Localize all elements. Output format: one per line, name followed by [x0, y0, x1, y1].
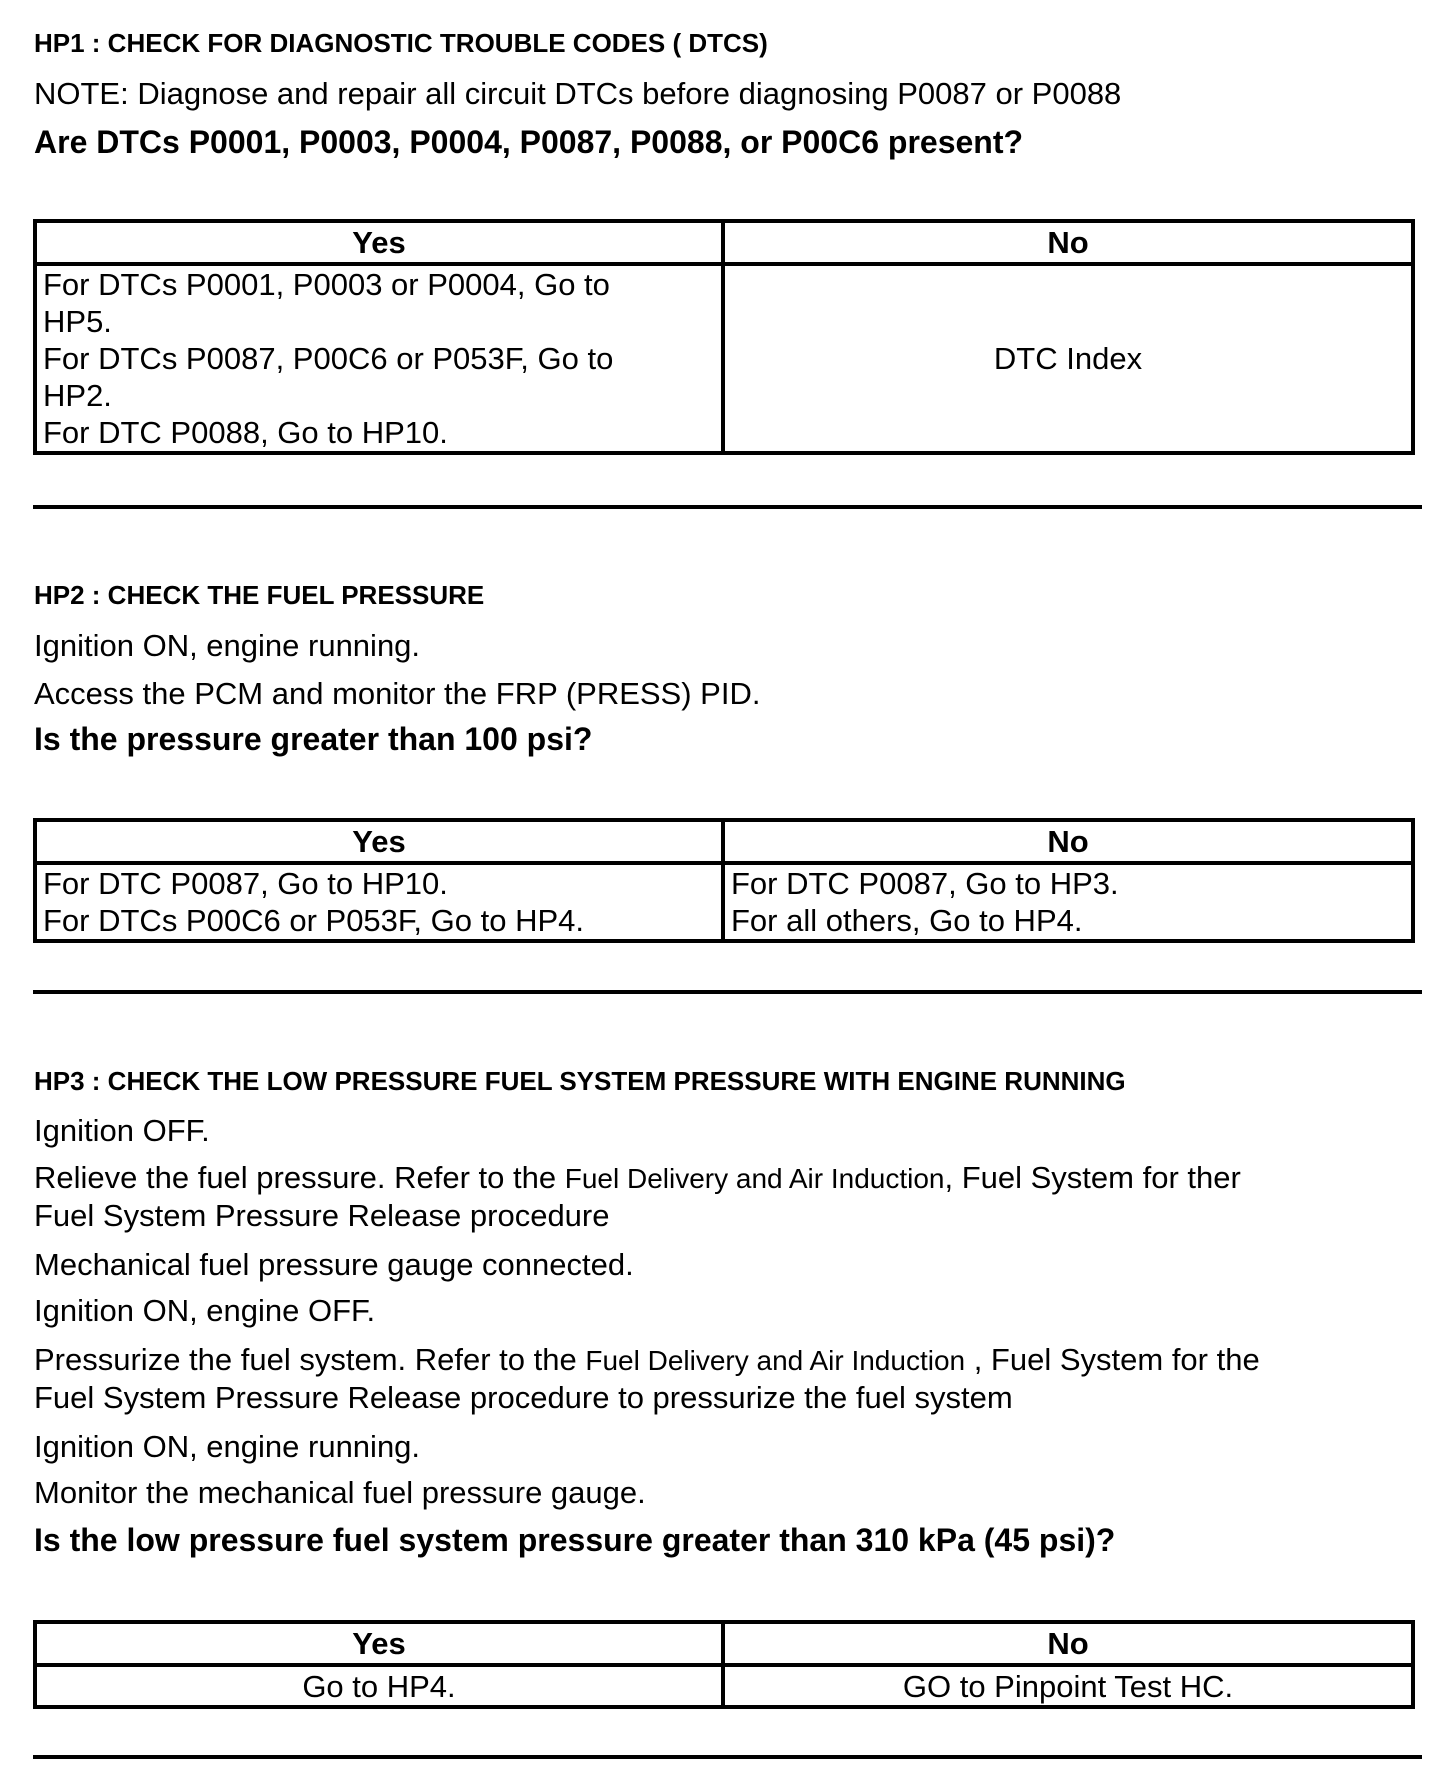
hp1-decision-table: [33, 219, 1415, 455]
hp3-step-text: Pressurize the fuel system. Refer to the: [34, 1342, 586, 1377]
hp1-no-header: No: [723, 221, 1413, 264]
hp3-step: [34, 1159, 1241, 1198]
hp3-step: Monitor the mechanical fuel pressure gauge.: [34, 1475, 646, 1510]
section-divider: [33, 990, 1422, 994]
hp2-no-line: For DTC P0087, Go to HP3.: [731, 866, 1119, 901]
hp3-decision-table: [33, 1620, 1415, 1709]
hp3-yes-header: Yes: [35, 1622, 723, 1665]
hp1-no-cell: DTC Index: [723, 264, 1413, 453]
hp1-yes-line: For DTC P0088, Go to HP10.: [43, 415, 448, 450]
hp2-yes-line: For DTCs P00C6 or P053F, Go to HP4.: [43, 903, 584, 938]
hp3-step-continued: Fuel System Pressure Release procedure to pressurize the fuel system: [34, 1380, 1013, 1415]
hp2-yes-header: Yes: [35, 820, 723, 863]
hp1-yes-header: Yes: [35, 221, 723, 264]
hp2-yes-line: For DTC P0087, Go to HP10.: [43, 866, 448, 901]
hp2-title: HP2 : CHECK THE FUEL PRESSURE: [34, 580, 485, 610]
hp3-step: Ignition ON, engine running.: [34, 1429, 421, 1464]
fuel-delivery-reference: Fuel Delivery and Air Induction: [564, 1163, 945, 1194]
hp3-title: HP3 : CHECK THE LOW PRESSURE FUEL SYSTEM PRESSURE WITH ENGINE RUNNING: [34, 1066, 1126, 1096]
fuel-delivery-reference: Fuel Delivery and Air Induction: [585, 1345, 966, 1376]
hp1-note: NOTE: Diagnose and repair all circuit DTCs before diagnosing P0087 or P0088: [34, 76, 1122, 111]
hp2-yes-cell: [35, 863, 723, 941]
hp1-yes-line: For DTCs P0087, P00C6 or P053F, Go to: [43, 341, 614, 376]
hp3-no-header: No: [723, 1622, 1413, 1665]
hp2-question: Is the pressure greater than 100 psi?: [34, 721, 593, 757]
hp2-step: Access the PCM and monitor the FRP (PRESS) PID.: [34, 676, 761, 711]
hp1-yes-line: HP5.: [43, 304, 112, 339]
hp3-yes-cell: Go to HP4.: [35, 1665, 723, 1707]
hp2-no-line: For all others, Go to HP4.: [731, 903, 1083, 938]
hp3-step: Ignition OFF.: [34, 1113, 210, 1148]
hp3-step-text: , Fuel System for ther: [944, 1160, 1241, 1195]
hp2-decision-table: [33, 818, 1415, 943]
hp1-yes-cell: [35, 264, 723, 453]
hp1-yes-line: For DTCs P0001, P0003 or P0004, Go to: [43, 267, 610, 302]
hp3-no-cell: GO to Pinpoint Test HC.: [723, 1665, 1413, 1707]
section-divider: [33, 1755, 1422, 1759]
hp2-no-header: No: [723, 820, 1413, 863]
hp3-step: [34, 1341, 1260, 1380]
hp1-title: HP1 : CHECK FOR DIAGNOSTIC TROUBLE CODES ( DTCS): [34, 28, 768, 58]
hp3-step-text: , Fuel System for the: [965, 1342, 1260, 1377]
hp1-yes-line: HP2.: [43, 378, 112, 413]
hp2-no-cell: [723, 863, 1413, 941]
section-divider: [33, 505, 1422, 509]
hp3-step: Mechanical fuel pressure gauge connected.: [34, 1247, 634, 1282]
hp3-step-continued: Fuel System Pressure Release procedure: [34, 1198, 610, 1233]
hp3-step: Ignition ON, engine OFF.: [34, 1293, 376, 1328]
hp3-step-text: Relieve the fuel pressure. Refer to the: [34, 1160, 565, 1195]
hp1-question: Are DTCs P0001, P0003, P0004, P0087, P0088, or P00C6 present?: [34, 124, 1024, 160]
hp2-step: Ignition ON, engine running.: [34, 628, 421, 663]
hp3-question: Is the low pressure fuel system pressure greater than 310 kPa (45 psi)?: [34, 1522, 1116, 1558]
